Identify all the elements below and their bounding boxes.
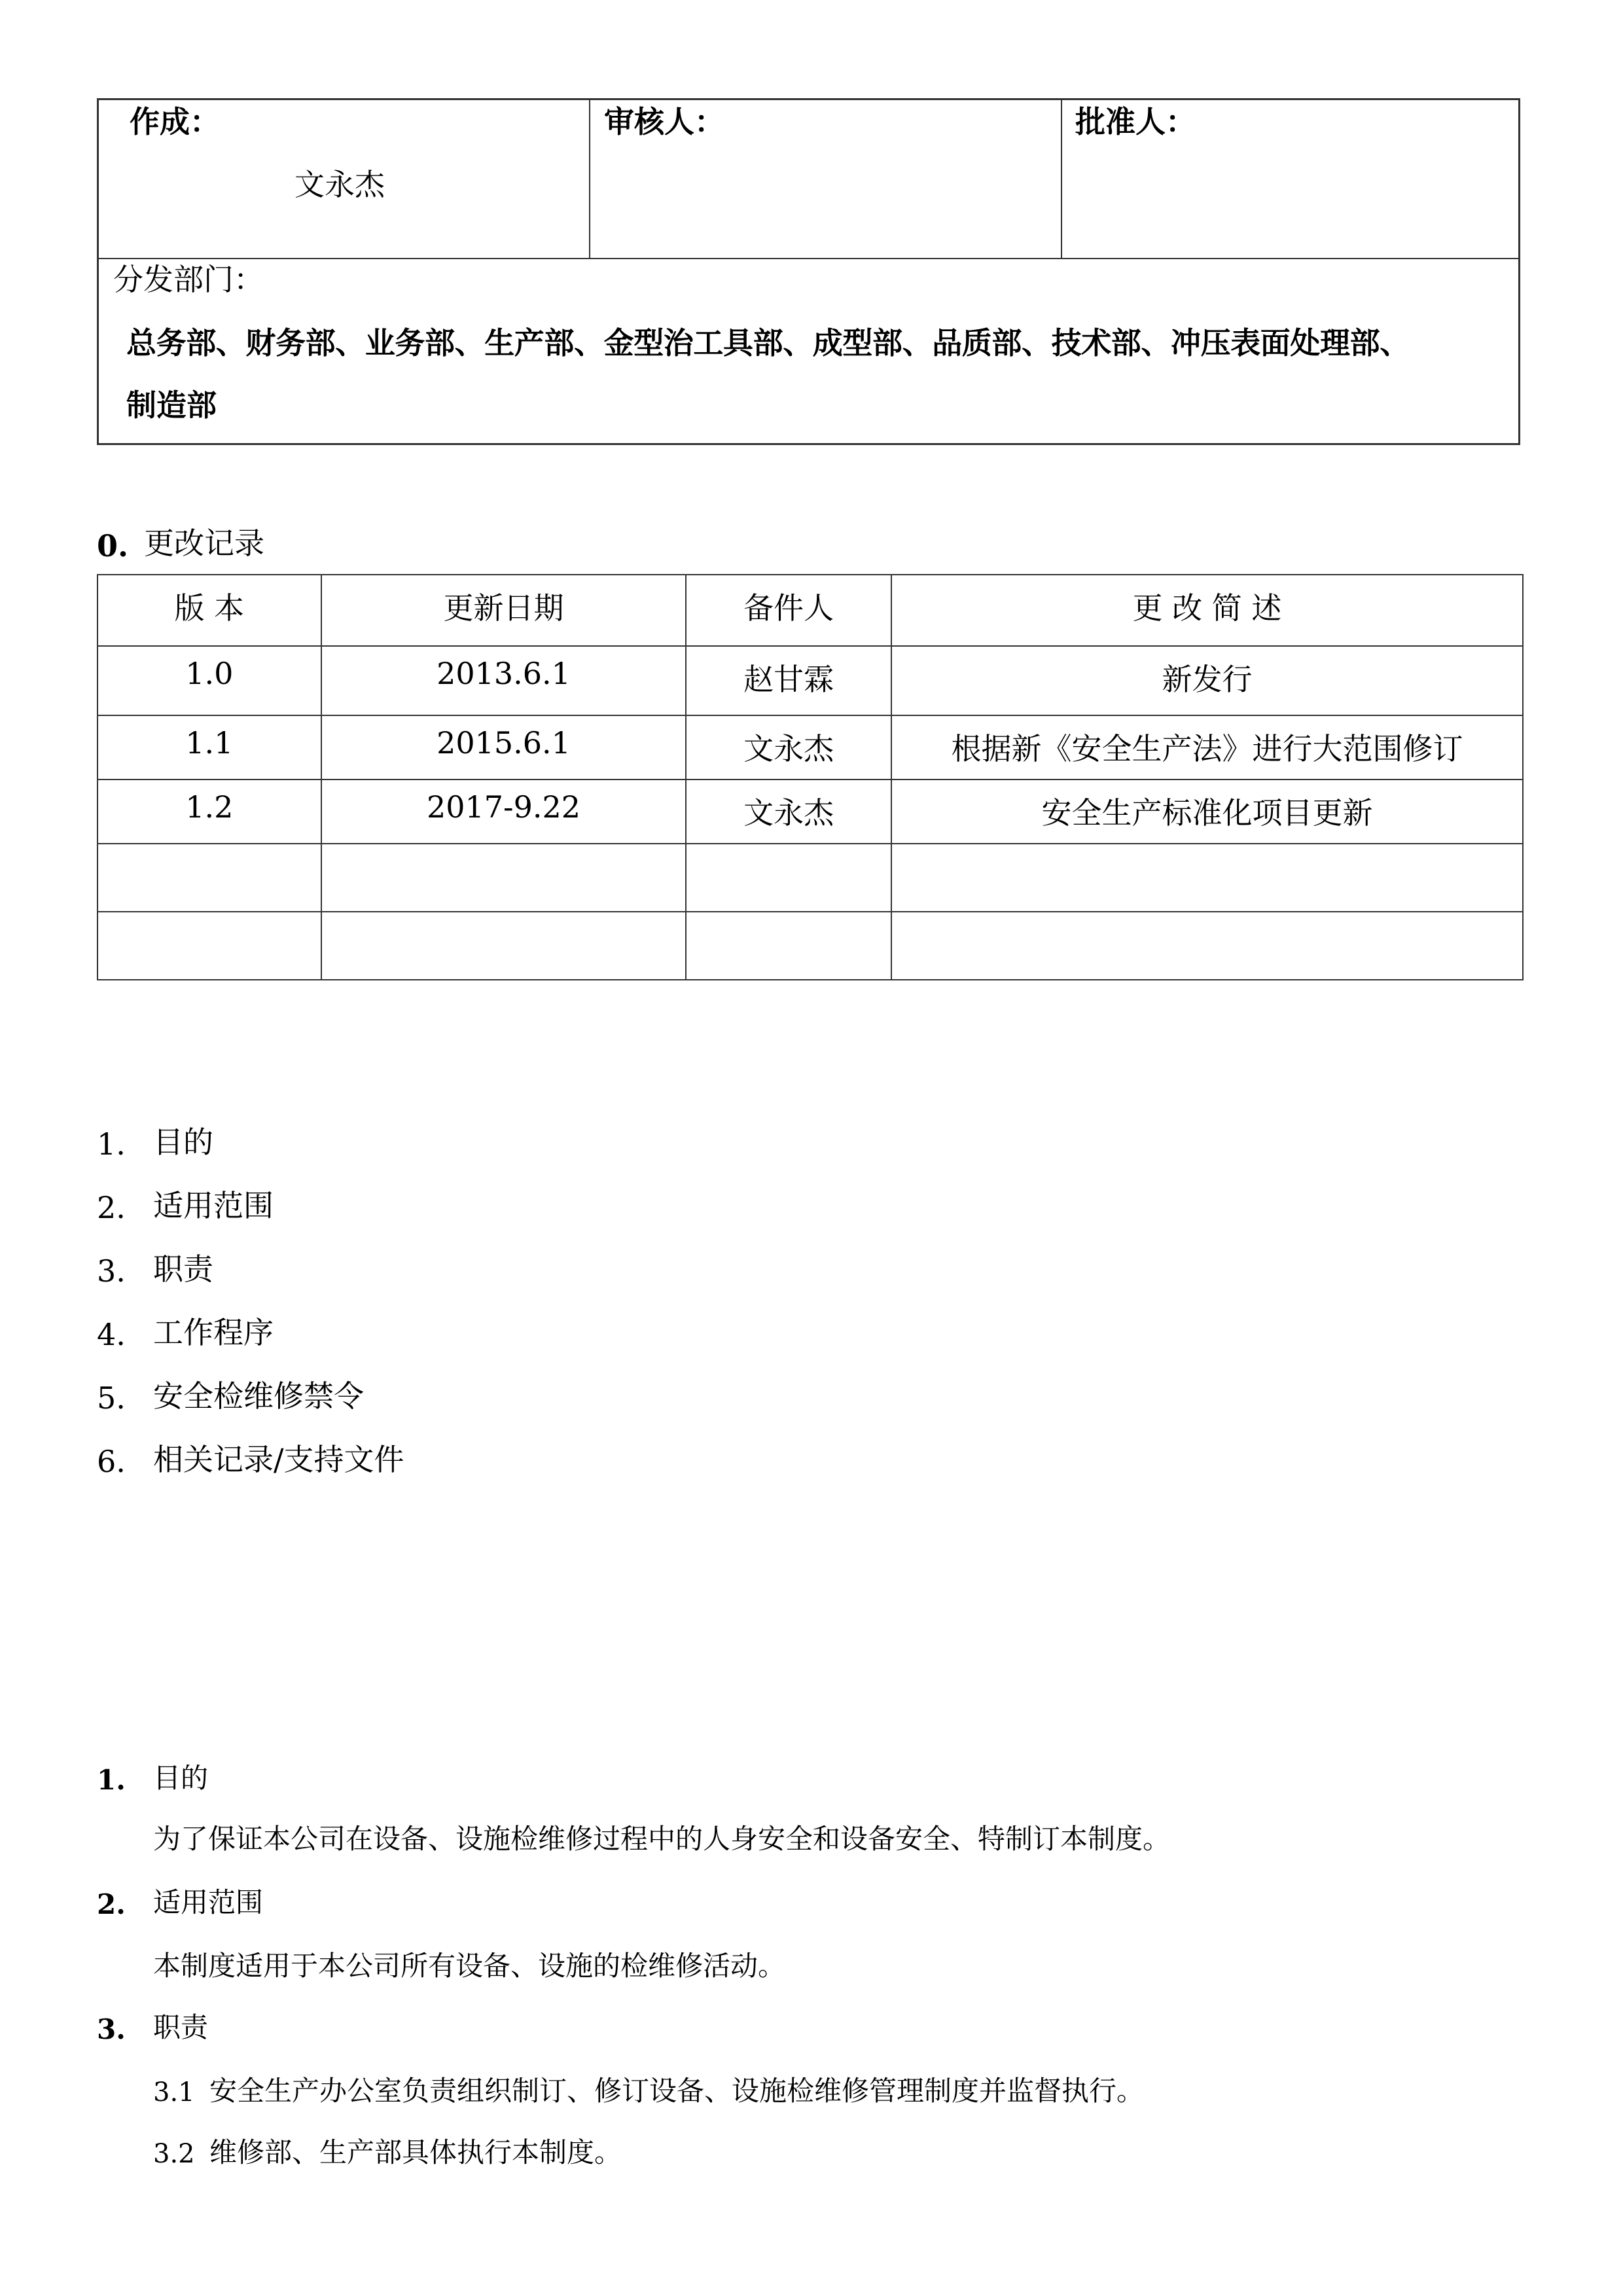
toc-title: 相关记录/支持文件: [153, 1442, 404, 1477]
section-body: 为了保证本公司在设备、设施检维修过程中的人身安全和设备安全、特制订本制度。: [153, 1823, 1171, 1855]
table-row: [98, 780, 1523, 844]
header-cell: 更 改 简 述: [891, 575, 1523, 646]
reviewer-label: 审核人：: [604, 104, 724, 139]
table-cell: 2015.6.1: [321, 715, 687, 780]
header-cell: 版 本: [98, 575, 321, 646]
table-cell: [891, 844, 1523, 912]
table-cell: 文永杰: [686, 715, 891, 780]
approver-label: 批准人：: [1075, 104, 1196, 139]
table-row: [98, 715, 1523, 780]
table-cell: [98, 844, 321, 912]
table-cell: [321, 912, 687, 980]
toc-title: 工作程序: [153, 1315, 274, 1350]
table-cell: 安全生产标准化项目更新: [891, 780, 1523, 844]
toc-title: 目的: [153, 1124, 213, 1160]
toc-number: 5.: [97, 1380, 126, 1416]
toc-title: 适用范围: [153, 1188, 274, 1223]
table-row: [98, 912, 1523, 980]
section-title: 目的: [153, 1762, 209, 1794]
section-number: 1.: [97, 1764, 126, 1796]
table-row: [98, 646, 1523, 715]
table-cell: 根据新《安全生产法》进行大范围修订: [891, 715, 1523, 780]
section-title: 职责: [153, 2011, 209, 2043]
table-cell: 新发行: [891, 646, 1523, 715]
table-cell: 1.1: [98, 715, 321, 780]
table-header-row: [98, 575, 1523, 646]
approval-divider: [99, 258, 1518, 259]
toc-title: 职责: [153, 1251, 213, 1287]
table-cell: [321, 844, 687, 912]
toc-title: 安全检维修禁令: [153, 1378, 364, 1414]
section-title: 适用范围: [153, 1886, 264, 1918]
departments-line-1: 总务部、财务部、业务部、生产部、金型治工具部、成型部、品质部、技术部、冲压表面处理部、: [126, 325, 1410, 361]
toc-number: 2.: [97, 1190, 126, 1225]
header-cell: 备件人: [686, 575, 891, 646]
approval-table: [97, 98, 1520, 445]
approval-divider: [1061, 100, 1062, 258]
toc-number: 3.: [97, 1253, 126, 1289]
table-cell: 1.2: [98, 780, 321, 844]
toc-number: 6.: [97, 1444, 126, 1479]
header-cell: 更新日期: [321, 575, 687, 646]
table-cell: [686, 844, 891, 912]
toc-number: 4.: [97, 1317, 126, 1352]
section-body: 本制度适用于本公司所有设备、设施的检维修活动。: [153, 1950, 786, 1982]
section-number: 3.: [97, 2013, 126, 2045]
section-number: 2.: [97, 1888, 126, 1920]
table-cell: 赵甘霖: [686, 646, 891, 715]
table-row: [98, 844, 1523, 912]
change-record-title: 更改记录: [144, 526, 264, 561]
approval-divider: [589, 100, 590, 258]
author-label: 作成：: [130, 104, 220, 139]
table-cell: 1.0: [98, 646, 321, 715]
table-cell: [891, 912, 1523, 980]
table-cell: 文永杰: [686, 780, 891, 844]
subsection-text: 安全生产办公室负责组织制订、修订设备、设施检维修管理制度并监督执行。: [209, 2075, 1145, 2107]
table-cell: 2013.6.1: [321, 646, 687, 715]
change-record-table: [97, 574, 1524, 980]
table-cell: 2017-9.22: [321, 780, 687, 844]
subsection-number: 3.1: [153, 2077, 195, 2108]
subsection-number: 3.2: [153, 2139, 195, 2169]
table-cell: [98, 912, 321, 980]
table-cell: [686, 912, 891, 980]
toc-number: 1.: [97, 1126, 126, 1162]
distribution-label: 分发部门：: [113, 262, 264, 297]
departments-line-2: 制造部: [126, 387, 217, 423]
subsection-text: 维修部、生产部具体执行本制度。: [209, 2136, 622, 2168]
author-name: 文永杰: [294, 167, 385, 202]
change-record-number: 0.: [97, 528, 129, 564]
